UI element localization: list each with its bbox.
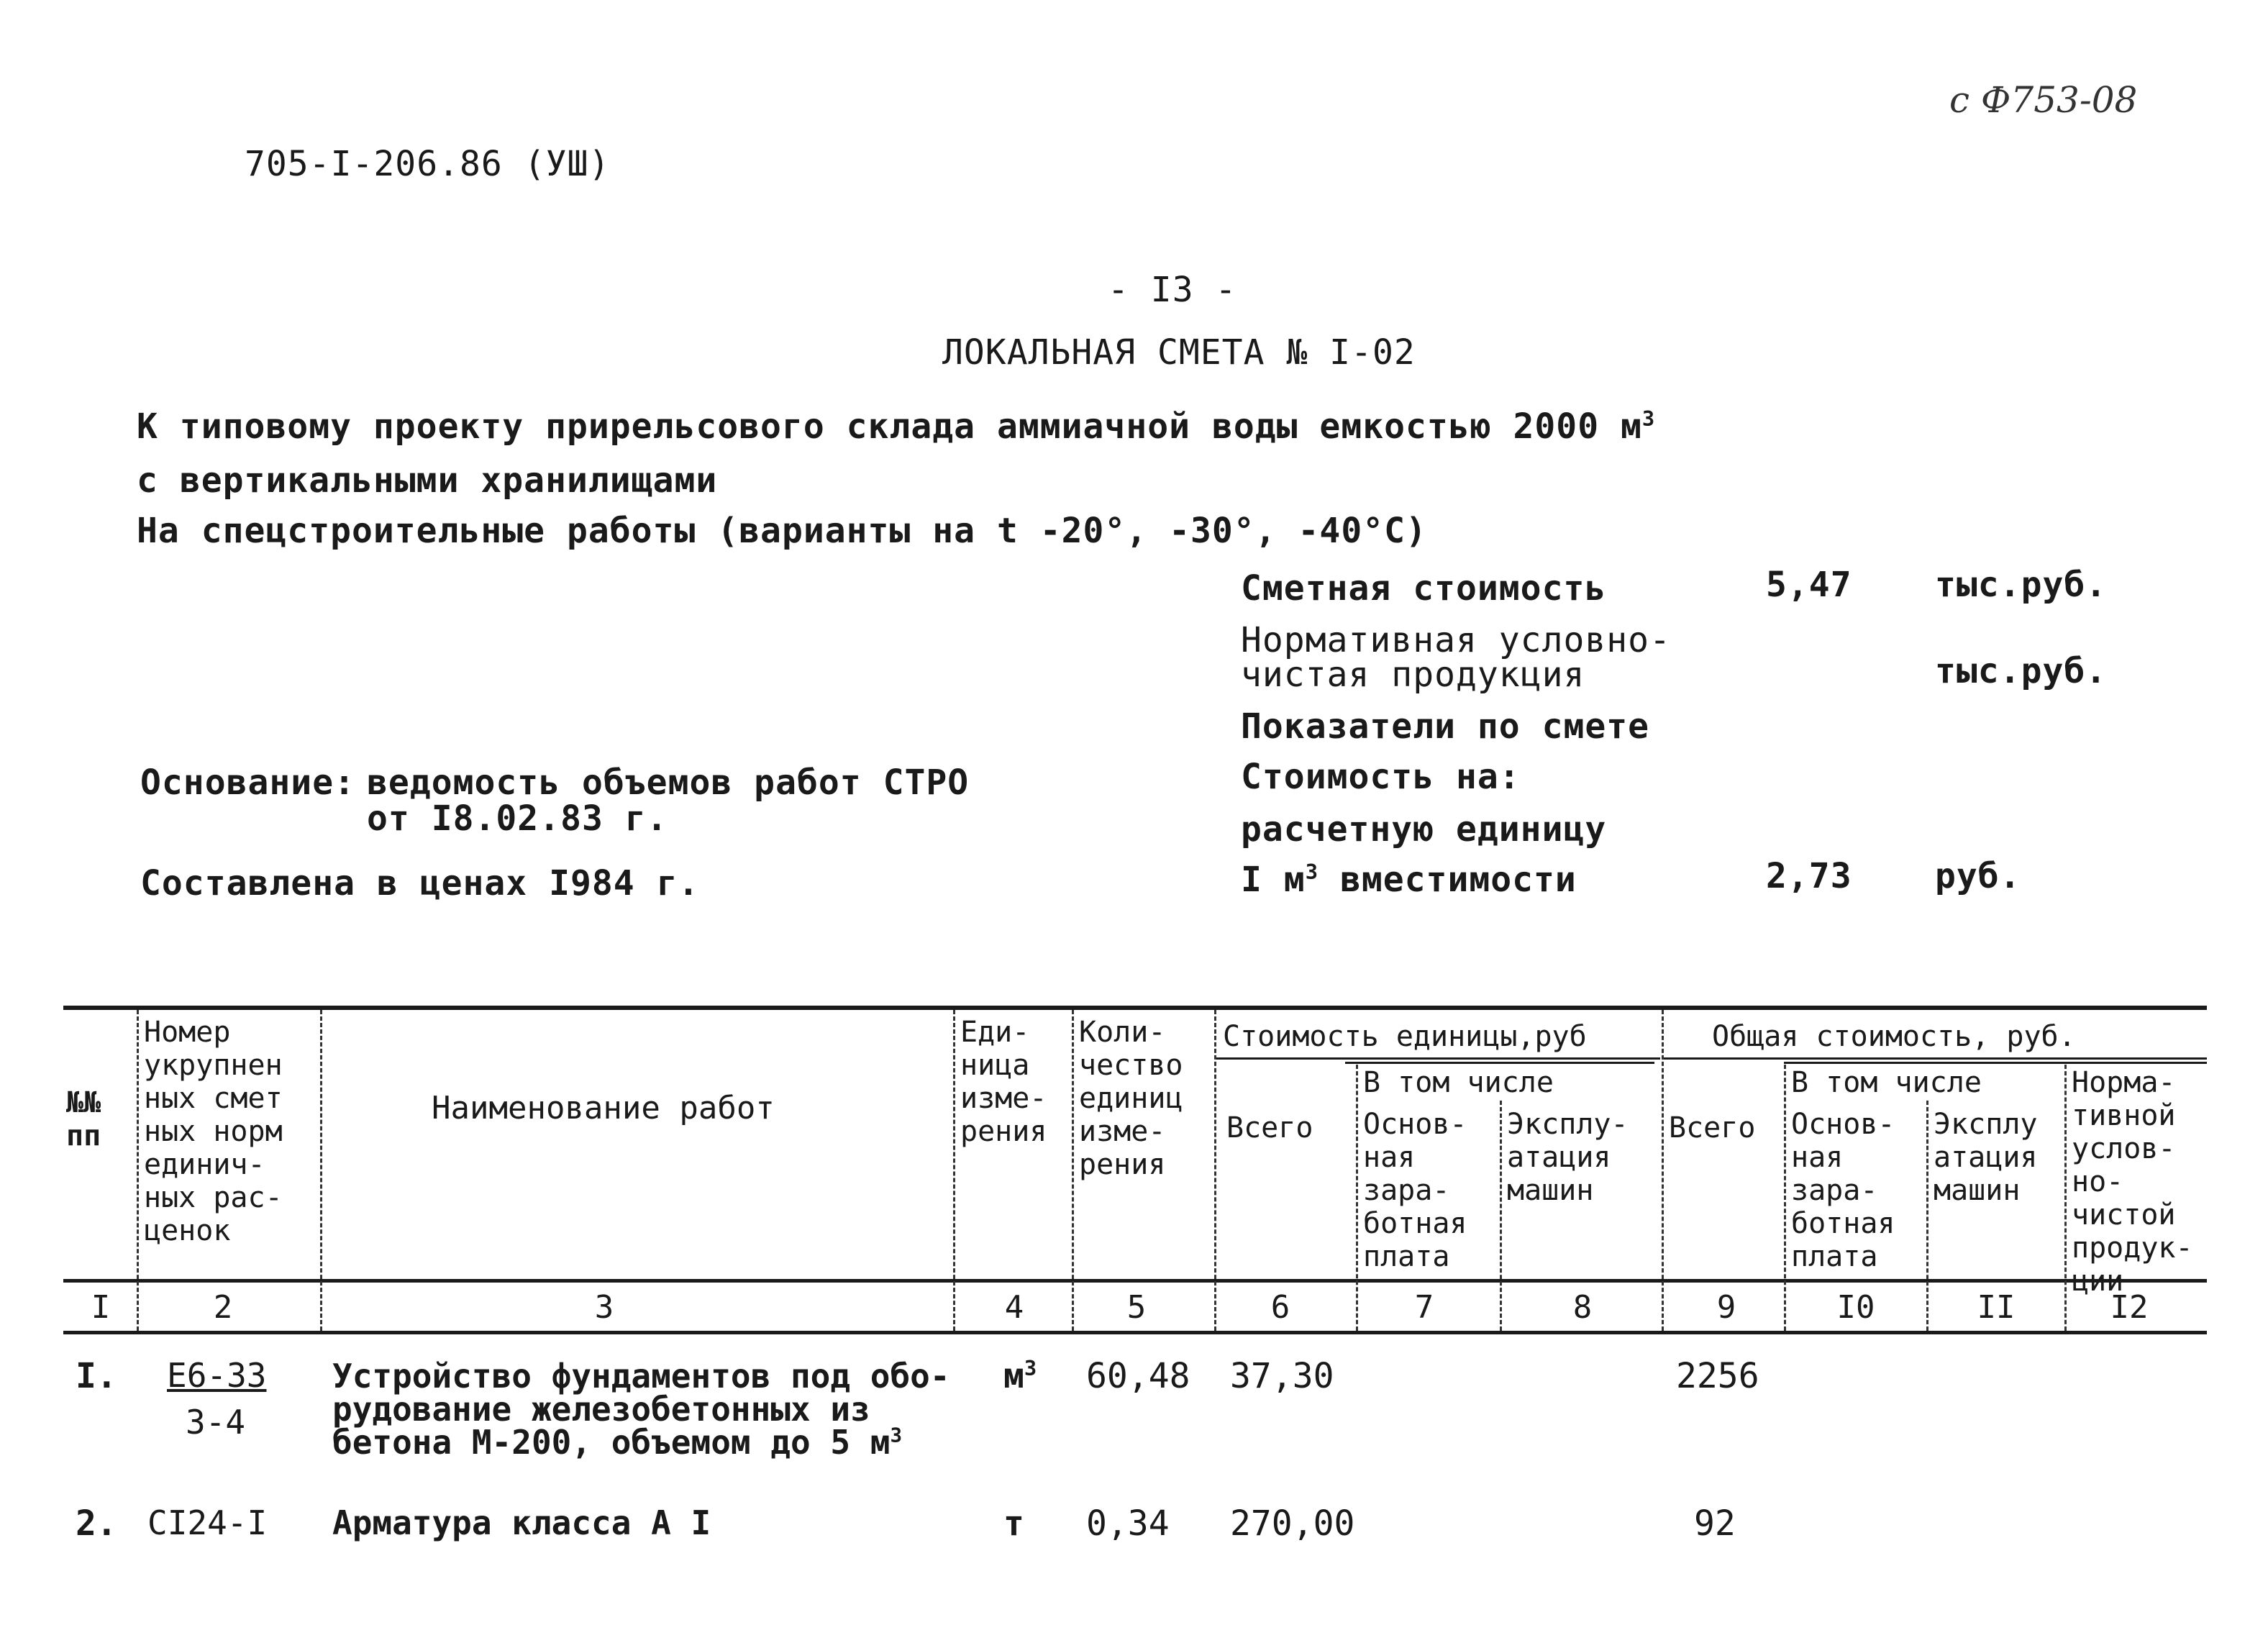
row-number: 2.	[76, 1503, 117, 1544]
work-name: Устройство фундаментов под обо- рудование железобетонных из бетона М-200, объемом до 5 $м^3$	[332, 1357, 950, 1462]
column-number: 4	[1004, 1289, 1024, 1326]
total-cost: 2256	[1676, 1356, 1759, 1396]
archive-stamp: с Ф753-08	[1949, 79, 2138, 121]
header-normative-product: Норма- тивной услов- но- чистой продук- ции	[2072, 1066, 2193, 1298]
header-bottom-rule	[63, 1279, 2207, 1283]
subtitle-line-3: На спецстроительные работы (варианты на t -20°, -30°, -40°С)	[137, 511, 1427, 551]
row-number: I.	[76, 1356, 117, 1396]
per-unit-label: I $м^3$ вместимости	[1241, 860, 1577, 900]
unit-cost-total: 37,30	[1230, 1356, 1334, 1396]
header-norm-code: Номер укрупнен ных смет ных норм единич- ных рас- ценок	[144, 1016, 283, 1247]
document-code: 705-I-206.86 (УШ)	[245, 144, 611, 184]
header-unit-wages: Основ- ная зара- ботная плата	[1363, 1108, 1467, 1273]
per-unit-unit: руб.	[1935, 856, 2021, 896]
total-incl-rule	[1784, 1062, 2207, 1064]
cost-on-label: Стоимость на:	[1241, 757, 1521, 797]
unit-cost-total: 270,00	[1230, 1503, 1355, 1544]
per-unit-value: 2,73	[1766, 856, 1852, 896]
basis-text-line-1: ведомость объемов работ СТРО	[367, 762, 970, 803]
subtitle-line-2: с вертикальными хранилищами	[137, 460, 718, 501]
page-title: ЛОКАЛЬНАЯ СМЕТА № I-02	[942, 332, 1416, 373]
header-total-cost-group: Общая стоимость, руб.	[1712, 1020, 2076, 1053]
normative-label-line-2: чистая продукция	[1241, 655, 1585, 695]
header-total-including: В том числе	[1791, 1066, 1982, 1099]
total-group-rule	[1662, 1057, 2207, 1060]
header-unit-including: В том числе	[1363, 1066, 1554, 1099]
page-number: - I3 -	[1108, 270, 1237, 310]
header-total-total: Всего	[1669, 1111, 1756, 1144]
header-quantity: Коли- чество единиц изме- рения	[1079, 1016, 1183, 1181]
column-number: 5	[1126, 1289, 1147, 1326]
header-total-wages: Основ- ная зара- ботная плата	[1791, 1108, 1895, 1273]
price-year-note: Составлена в ценах I984 г.	[140, 863, 700, 903]
estimated-cost-label: Сметная стоимость	[1241, 568, 1607, 609]
header-unit-cost-group: Стоимость единицы,руб	[1223, 1020, 1587, 1053]
normative-unit: тыс.руб.	[1935, 651, 2108, 691]
column-number: I2	[2110, 1289, 2149, 1326]
unit-of-measure: т	[1003, 1503, 1024, 1544]
basis-label: Основание:	[140, 762, 355, 803]
calc-unit-label: расчетную единицу	[1241, 809, 1607, 850]
indicators-label: Показатели по смете	[1241, 706, 1650, 747]
column-number: I0	[1836, 1289, 1875, 1326]
header-work-name: Наименование работ	[432, 1090, 775, 1126]
column-number: 2	[213, 1289, 233, 1326]
header-unit: Еди- ница изме- рения	[960, 1016, 1047, 1148]
norm-code-top: Е6-33	[167, 1356, 267, 1395]
norm-code-top: СI24-I	[147, 1503, 268, 1542]
basis-text-line-2: от I8.02.83 г.	[367, 798, 668, 839]
work-name: Арматура класса А I	[332, 1503, 711, 1542]
header-row-number: №№ пп	[66, 1086, 101, 1152]
column-number: 7	[1414, 1289, 1434, 1326]
table-top-rule	[63, 1006, 2207, 1010]
total-cost: 92	[1694, 1503, 1736, 1544]
column-number: I	[91, 1289, 111, 1326]
column-number: 3	[594, 1289, 614, 1326]
normative-label-line-1: Нормативная условно-	[1241, 620, 1671, 660]
column-number: 8	[1572, 1289, 1593, 1326]
column-number: 9	[1716, 1289, 1736, 1326]
estimated-cost-unit: тыс.руб.	[1935, 565, 2108, 605]
unit-group-rule	[1216, 1057, 1660, 1060]
norm-code-bottom: 3-4	[186, 1403, 246, 1442]
subtitle-line-1: К типовому проекту прирельсового склада аммиачной воды емкостью 2000 $м^3$	[137, 406, 1656, 447]
unit-incl-rule	[1345, 1062, 1654, 1064]
header-unit-machines: Эксплу- атация машин	[1507, 1108, 1629, 1207]
unit-of-measure: $м^3$	[1003, 1356, 1037, 1396]
column-number-rule	[63, 1331, 2207, 1334]
column-number: 6	[1270, 1289, 1290, 1326]
header-unit-total: Всего	[1226, 1111, 1313, 1144]
quantity: 0,34	[1086, 1503, 1170, 1544]
header-total-machines: Эксплу атация машин	[1934, 1108, 2038, 1207]
estimated-cost-value: 5,47	[1766, 565, 1852, 605]
column-number: II	[1977, 1289, 2016, 1326]
quantity: 60,48	[1086, 1356, 1190, 1396]
